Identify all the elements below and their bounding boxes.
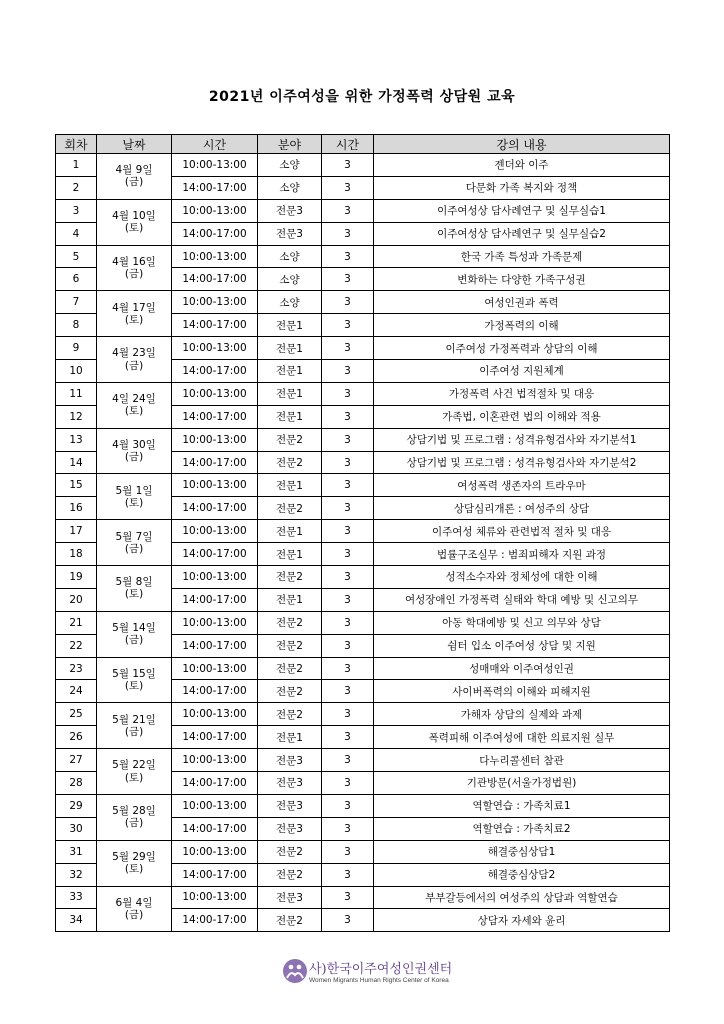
- date-cell: [97, 154, 172, 200]
- time-cell: 10:00-13:00: [172, 749, 258, 772]
- lecture-content-cell: 아동 학대예방 및 신고 의무와 상담: [374, 611, 670, 634]
- lecture-content-cell: 부부갈등에서의 여성주의 상담과 역할연습: [374, 886, 670, 909]
- session-no-cell: 16: [56, 497, 97, 520]
- session-no-cell: 7: [56, 291, 97, 314]
- session-no-cell: 29: [56, 794, 97, 817]
- date-label: 4월 9일: [115, 164, 153, 177]
- session-no-cell: 4: [56, 222, 97, 245]
- lecture-content-cell: 상담기법 및 프로그램 : 성격유형검사와 자기분석1: [374, 428, 670, 451]
- date-label: 4일 24일: [112, 393, 156, 406]
- session-no-cell: 2: [56, 176, 97, 199]
- session-no-cell: 19: [56, 566, 97, 589]
- lecture-content-cell: 이주여성 체류와 관련법적 절차 및 대응: [374, 520, 670, 543]
- time-cell: 10:00-13:00: [172, 474, 258, 497]
- time-cell: 14:00-17:00: [172, 497, 258, 520]
- weekday-label: (토): [124, 588, 144, 601]
- field-cell: 전문3: [258, 222, 322, 245]
- weekday-label: (금): [124, 267, 144, 280]
- date-cell: [97, 886, 172, 932]
- hours-cell: 3: [322, 634, 374, 657]
- time-cell: 14:00-17:00: [172, 222, 258, 245]
- session-no-cell: 33: [56, 886, 97, 909]
- time-cell: 14:00-17:00: [172, 909, 258, 932]
- lecture-content-cell: 역할연습 : 가족치료1: [374, 794, 670, 817]
- weekday-label: (금): [124, 908, 144, 921]
- field-cell: 전문2: [258, 703, 322, 726]
- time-cell: 10:00-13:00: [172, 382, 258, 405]
- session-no-cell: 23: [56, 657, 97, 680]
- time-cell: 14:00-17:00: [172, 772, 258, 795]
- field-cell: 전문2: [258, 840, 322, 863]
- hours-cell: 3: [322, 772, 374, 795]
- header-lecture-content: 강의 내용: [374, 135, 670, 154]
- date-label: 5월 29일: [112, 851, 156, 864]
- table-row: [56, 291, 670, 314]
- session-no-cell: 10: [56, 360, 97, 383]
- table-row: [56, 657, 670, 680]
- date-cell: [97, 657, 172, 703]
- table-row: [56, 199, 670, 222]
- session-no-cell: 6: [56, 268, 97, 291]
- weekday-label: (금): [124, 451, 144, 464]
- date-label: 5월 14일: [112, 622, 156, 635]
- field-cell: 소양: [258, 291, 322, 314]
- lecture-content-cell: 변화하는 다양한 가족구성권: [374, 268, 670, 291]
- session-no-cell: 25: [56, 703, 97, 726]
- header-hours: 시간: [322, 135, 374, 154]
- session-no-cell: 22: [56, 634, 97, 657]
- time-cell: 10:00-13:00: [172, 291, 258, 314]
- lecture-content-cell: 해결중심상담2: [374, 863, 670, 886]
- lecture-content-cell: 이주여성 지원체계: [374, 360, 670, 383]
- lecture-content-cell: 이주여성 가정폭력과 상담의 이해: [374, 337, 670, 360]
- table-row: [56, 566, 670, 589]
- weekday-label: (토): [124, 771, 144, 784]
- date-cell: [97, 840, 172, 886]
- weekday-label: (금): [124, 359, 144, 372]
- field-cell: 전문1: [258, 588, 322, 611]
- table-row: [56, 794, 670, 817]
- field-cell: 소양: [258, 245, 322, 268]
- session-no-cell: 34: [56, 909, 97, 932]
- hours-cell: 3: [322, 268, 374, 291]
- time-cell: 10:00-13:00: [172, 337, 258, 360]
- weekday-label: (토): [124, 496, 144, 509]
- hours-cell: 3: [322, 314, 374, 337]
- hours-cell: 3: [322, 405, 374, 428]
- hours-cell: 3: [322, 428, 374, 451]
- hours-cell: 3: [322, 497, 374, 520]
- table-row: [56, 245, 670, 268]
- session-no-cell: 31: [56, 840, 97, 863]
- time-cell: 14:00-17:00: [172, 314, 258, 337]
- hours-cell: 3: [322, 451, 374, 474]
- field-cell: 전문3: [258, 794, 322, 817]
- hours-cell: 3: [322, 382, 374, 405]
- time-cell: 14:00-17:00: [172, 863, 258, 886]
- date-label: 4월 16일: [112, 255, 156, 268]
- table-row: [56, 611, 670, 634]
- hours-cell: 3: [322, 794, 374, 817]
- lecture-content-cell: 가족법, 이혼관련 법의 이해와 적용: [374, 405, 670, 428]
- table-row: [56, 749, 670, 772]
- lecture-content-cell: 상담심리개론 : 여성주의 상담: [374, 497, 670, 520]
- time-cell: 10:00-13:00: [172, 611, 258, 634]
- weekday-label: (금): [124, 176, 144, 189]
- lecture-content-cell: 기관방문(서울가정법원): [374, 772, 670, 795]
- field-cell: 소양: [258, 268, 322, 291]
- header-session-no: 회차: [56, 135, 97, 154]
- date-cell: [97, 794, 172, 840]
- table-row: [56, 840, 670, 863]
- hours-cell: 3: [322, 588, 374, 611]
- session-no-cell: 30: [56, 817, 97, 840]
- org-logo: [282, 958, 482, 992]
- lecture-content-cell: 상담자 자세와 윤리: [374, 909, 670, 932]
- lecture-content-cell: 젠더와 이주: [374, 154, 670, 177]
- field-cell: 전문1: [258, 405, 322, 428]
- date-cell: [97, 703, 172, 749]
- date-label: 4월 23일: [112, 347, 156, 360]
- field-cell: 전문3: [258, 772, 322, 795]
- field-cell: 전문2: [258, 497, 322, 520]
- weekday-label: (금): [124, 542, 144, 555]
- time-cell: 14:00-17:00: [172, 817, 258, 840]
- hours-cell: 3: [322, 566, 374, 589]
- date-cell: [97, 474, 172, 520]
- date-label: 5월 28일: [112, 805, 156, 818]
- session-no-cell: 17: [56, 520, 97, 543]
- session-no-cell: 8: [56, 314, 97, 337]
- table-row: [56, 337, 670, 360]
- lecture-content-cell: 사이버폭력의 이해와 피해지원: [374, 680, 670, 703]
- lecture-content-cell: 법률구조실무 : 범죄피해자 지원 과정: [374, 543, 670, 566]
- field-cell: 전문2: [258, 680, 322, 703]
- hours-cell: 3: [322, 886, 374, 909]
- time-cell: 10:00-13:00: [172, 840, 258, 863]
- schedule-body: [56, 154, 670, 932]
- lecture-content-cell: 이주여성상 담사례연구 및 실무실습1: [374, 199, 670, 222]
- hours-cell: 3: [322, 543, 374, 566]
- session-no-cell: 5: [56, 245, 97, 268]
- date-label: 5월 21일: [112, 713, 156, 726]
- session-no-cell: 24: [56, 680, 97, 703]
- time-cell: 14:00-17:00: [172, 680, 258, 703]
- date-label: 6월 4일: [115, 896, 153, 909]
- hours-cell: 3: [322, 154, 374, 177]
- org-name-korean: 사)한국이주여성인권센터: [309, 962, 453, 977]
- session-no-cell: 21: [56, 611, 97, 634]
- date-cell: [97, 245, 172, 291]
- hours-cell: 3: [322, 909, 374, 932]
- lecture-content-cell: 성매매와 이주여성인권: [374, 657, 670, 680]
- hours-cell: 3: [322, 840, 374, 863]
- field-cell: 전문2: [258, 634, 322, 657]
- session-no-cell: 1: [56, 154, 97, 177]
- time-cell: 14:00-17:00: [172, 634, 258, 657]
- field-cell: 전문2: [258, 863, 322, 886]
- time-cell: 10:00-13:00: [172, 886, 258, 909]
- time-cell: 10:00-13:00: [172, 566, 258, 589]
- hours-cell: 3: [322, 474, 374, 497]
- date-cell: [97, 749, 172, 795]
- time-cell: 14:00-17:00: [172, 543, 258, 566]
- time-cell: 14:00-17:00: [172, 588, 258, 611]
- field-cell: 전문2: [258, 428, 322, 451]
- org-emblem-icon: [282, 958, 308, 984]
- field-cell: 전문1: [258, 520, 322, 543]
- field-cell: 소양: [258, 176, 322, 199]
- hours-cell: 3: [322, 726, 374, 749]
- time-cell: 10:00-13:00: [172, 428, 258, 451]
- lecture-content-cell: 성적소수자와 정체성에 대한 이해: [374, 566, 670, 589]
- hours-cell: 3: [322, 176, 374, 199]
- date-cell: [97, 382, 172, 428]
- weekday-label: (토): [124, 313, 144, 326]
- time-cell: 14:00-17:00: [172, 360, 258, 383]
- hours-cell: 3: [322, 222, 374, 245]
- weekday-label: (금): [124, 634, 144, 647]
- date-label: 5월 15일: [112, 667, 156, 680]
- field-cell: 전문1: [258, 474, 322, 497]
- field-cell: 전문1: [258, 337, 322, 360]
- time-cell: 10:00-13:00: [172, 199, 258, 222]
- lecture-content-cell: 쉼터 입소 이주여성 상담 및 지원: [374, 634, 670, 657]
- field-cell: 전문3: [258, 886, 322, 909]
- lecture-content-cell: 폭력피해 이주여성에 대한 의료지원 실무: [374, 726, 670, 749]
- hours-cell: 3: [322, 245, 374, 268]
- weekday-label: (토): [124, 222, 144, 235]
- hours-cell: 3: [322, 360, 374, 383]
- field-cell: 전문2: [258, 451, 322, 474]
- hours-cell: 3: [322, 337, 374, 360]
- table-row: [56, 154, 670, 177]
- field-cell: 전문2: [258, 611, 322, 634]
- page-title: 2021년 이주여성을 위한 가정폭력 상담원 교육: [208, 89, 516, 105]
- table-row: [56, 382, 670, 405]
- field-cell: 전문3: [258, 199, 322, 222]
- time-cell: 14:00-17:00: [172, 726, 258, 749]
- session-no-cell: 28: [56, 772, 97, 795]
- org-name-english: Women Migrants Human Rights Center of Korea: [309, 977, 449, 984]
- field-cell: 전문1: [258, 382, 322, 405]
- date-cell: [97, 428, 172, 474]
- hours-cell: 3: [322, 199, 374, 222]
- lecture-content-cell: 다문화 가족 복지와 정책: [374, 176, 670, 199]
- lecture-content-cell: 가정폭력 사건 법적절차 및 대응: [374, 382, 670, 405]
- weekday-label: (토): [124, 863, 144, 876]
- field-cell: 전문2: [258, 566, 322, 589]
- time-cell: 10:00-13:00: [172, 794, 258, 817]
- field-cell: 전문3: [258, 749, 322, 772]
- date-label: 4월 30일: [112, 439, 156, 452]
- session-no-cell: 9: [56, 337, 97, 360]
- table-row: [56, 703, 670, 726]
- time-cell: 14:00-17:00: [172, 176, 258, 199]
- time-cell: 14:00-17:00: [172, 405, 258, 428]
- lecture-content-cell: 한국 가족 특성과 가족문제: [374, 245, 670, 268]
- date-label: 5월 8일: [115, 576, 153, 589]
- field-cell: 전문1: [258, 314, 322, 337]
- session-no-cell: 11: [56, 382, 97, 405]
- session-no-cell: 3: [56, 199, 97, 222]
- table-header-row: [56, 135, 670, 154]
- date-label: 4월 10일: [112, 210, 156, 223]
- table-row: [56, 520, 670, 543]
- session-no-cell: 13: [56, 428, 97, 451]
- lecture-content-cell: 상담기법 및 프로그램 : 성격유형검사와 자기분석2: [374, 451, 670, 474]
- field-cell: 전문2: [258, 657, 322, 680]
- schedule-table: [55, 134, 670, 932]
- lecture-content-cell: 여성장애인 가정폭력 실태와 학대 예방 및 신고의무: [374, 588, 670, 611]
- date-cell: [97, 566, 172, 612]
- hours-cell: 3: [322, 611, 374, 634]
- date-label: 5월 1일: [115, 484, 153, 497]
- time-cell: 14:00-17:00: [172, 268, 258, 291]
- lecture-content-cell: 역할연습 : 가족치료2: [374, 817, 670, 840]
- time-cell: 10:00-13:00: [172, 245, 258, 268]
- date-cell: [97, 199, 172, 245]
- hours-cell: 3: [322, 291, 374, 314]
- time-cell: 10:00-13:00: [172, 703, 258, 726]
- lecture-content-cell: 가해자 상담의 실제와 과제: [374, 703, 670, 726]
- weekday-label: (금): [124, 725, 144, 738]
- session-no-cell: 12: [56, 405, 97, 428]
- time-cell: 10:00-13:00: [172, 154, 258, 177]
- field-cell: 전문1: [258, 726, 322, 749]
- session-no-cell: 18: [56, 543, 97, 566]
- time-cell: 10:00-13:00: [172, 657, 258, 680]
- table-row: [56, 886, 670, 909]
- header-time: 시간: [172, 135, 258, 154]
- date-cell: [97, 611, 172, 657]
- lecture-content-cell: 여성폭력 생존자의 트라우마: [374, 474, 670, 497]
- hours-cell: 3: [322, 520, 374, 543]
- date-cell: [97, 337, 172, 383]
- session-no-cell: 26: [56, 726, 97, 749]
- lecture-content-cell: 해결중심상담1: [374, 840, 670, 863]
- field-cell: 전문3: [258, 817, 322, 840]
- field-cell: 전문1: [258, 360, 322, 383]
- time-cell: 14:00-17:00: [172, 451, 258, 474]
- lecture-content-cell: 다누리콜센터 참관: [374, 749, 670, 772]
- lecture-content-cell: 이주여성상 담사례연구 및 실무실습2: [374, 222, 670, 245]
- hours-cell: 3: [322, 863, 374, 886]
- field-cell: 전문1: [258, 543, 322, 566]
- session-no-cell: 14: [56, 451, 97, 474]
- hours-cell: 3: [322, 680, 374, 703]
- date-label: 4월 17일: [112, 301, 156, 314]
- session-no-cell: 20: [56, 588, 97, 611]
- time-cell: 10:00-13:00: [172, 520, 258, 543]
- date-cell: [97, 520, 172, 566]
- date-cell: [97, 291, 172, 337]
- lecture-content-cell: 가정폭력의 이해: [374, 314, 670, 337]
- header-field: 분야: [258, 135, 322, 154]
- hours-cell: 3: [322, 703, 374, 726]
- date-label: 5월 7일: [115, 530, 153, 543]
- weekday-label: (토): [124, 679, 144, 692]
- weekday-label: (토): [124, 405, 144, 418]
- session-no-cell: 15: [56, 474, 97, 497]
- field-cell: 소양: [258, 154, 322, 177]
- hours-cell: 3: [322, 657, 374, 680]
- field-cell: 전문2: [258, 909, 322, 932]
- session-no-cell: 27: [56, 749, 97, 772]
- lecture-content-cell: 여성인권과 폭력: [374, 291, 670, 314]
- hours-cell: 3: [322, 749, 374, 772]
- table-row: [56, 428, 670, 451]
- header-date: 날짜: [97, 135, 172, 154]
- table-row: [56, 474, 670, 497]
- date-label: 5월 22일: [112, 759, 156, 772]
- hours-cell: 3: [322, 817, 374, 840]
- session-no-cell: 32: [56, 863, 97, 886]
- weekday-label: (금): [124, 817, 144, 830]
